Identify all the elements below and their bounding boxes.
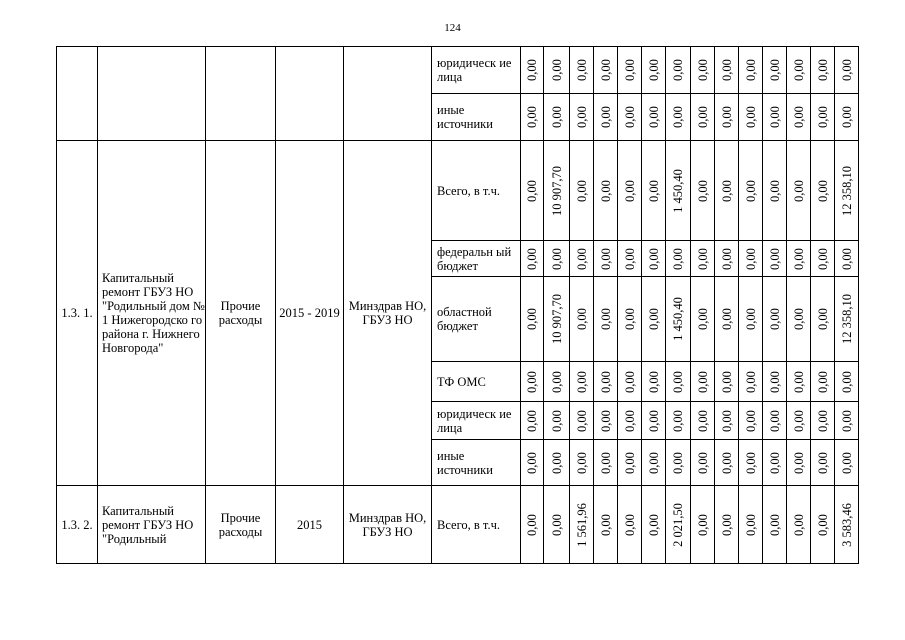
value-text: 12 358,10: [839, 165, 854, 216]
value-text: 0,00: [767, 308, 782, 330]
value-text: 0,00: [791, 179, 806, 202]
value-cell: [811, 141, 835, 241]
value-text: 0,00: [574, 106, 589, 128]
budget-table: [56, 46, 859, 564]
value-text: 0,00: [767, 179, 782, 202]
value-text: 0,00: [622, 370, 637, 393]
value-text: 0,00: [839, 59, 854, 81]
value-cell: [666, 362, 691, 402]
value-cell: [787, 241, 811, 277]
value-text: 0,00: [815, 370, 830, 393]
value-cell: [642, 402, 666, 440]
value-text: 0,00: [767, 513, 782, 536]
value-cell: [739, 440, 763, 486]
value-cell: [618, 486, 642, 564]
value-text: 0,00: [767, 106, 782, 128]
value-cell: [763, 47, 787, 94]
value-text: 0,00: [622, 59, 637, 81]
value-text: 0,00: [719, 247, 734, 270]
value-text: 0,00: [839, 451, 854, 474]
value-cell: [811, 241, 835, 277]
value-cell: [835, 94, 859, 141]
value-cell: [594, 94, 618, 141]
value-cell: [763, 94, 787, 141]
value-text: 0,00: [574, 308, 589, 330]
value-text: 0,00: [719, 308, 734, 330]
value-text: 12 358,10: [839, 294, 854, 344]
value-cell: [835, 440, 859, 486]
value-cell: [521, 402, 544, 440]
value-cell: [544, 94, 570, 141]
value-cell: [739, 241, 763, 277]
value-cell: [715, 486, 739, 564]
value-text: 0,00: [767, 59, 782, 81]
value-text: 0,00: [622, 308, 637, 330]
value-cell: [521, 47, 544, 94]
value-cell: [739, 141, 763, 241]
value-text: 0,00: [839, 106, 854, 128]
row-period: [276, 47, 344, 141]
value-text: 0,00: [767, 247, 782, 270]
value-text: 0,00: [695, 247, 710, 270]
value-cell: [544, 241, 570, 277]
value-text: 0,00: [815, 106, 830, 128]
value-text: 0,00: [671, 451, 685, 474]
value-cell: [618, 94, 642, 141]
value-text: 0,00: [646, 247, 661, 270]
value-cell: [618, 277, 642, 362]
value-text: 0,00: [695, 513, 710, 536]
value-text: 0,00: [549, 247, 564, 270]
value-text: 0,00: [574, 451, 589, 474]
value-cell: [594, 440, 618, 486]
value-cell: [739, 94, 763, 141]
value-text: 0,00: [574, 370, 589, 393]
value-text: 0,00: [574, 409, 589, 432]
value-cell: [739, 277, 763, 362]
value-cell: [835, 277, 859, 362]
value-text: 0,00: [815, 513, 830, 536]
value-cell: [811, 440, 835, 486]
value-text: 0,00: [719, 409, 734, 432]
table-row: [57, 486, 859, 564]
value-text: 0,00: [815, 179, 830, 202]
funding-source: ТФ ОМС: [432, 362, 521, 402]
row-name: Капитальный ремонт ГБУЗ НО "Родильный: [98, 486, 206, 564]
value-cell: [666, 402, 691, 440]
value-text: 0,00: [743, 247, 758, 270]
value-text: 0,00: [695, 409, 710, 432]
value-cell: [618, 47, 642, 94]
value-text: 0,00: [719, 106, 734, 128]
value-cell: [642, 277, 666, 362]
value-text: 0,00: [549, 106, 564, 128]
value-text: 0,00: [598, 308, 613, 330]
value-text: 0,00: [598, 370, 613, 393]
value-cell: [787, 486, 811, 564]
funding-source: Всего, в т.ч.: [432, 486, 521, 564]
row-number: 1.3. 1.: [57, 141, 98, 486]
value-text: 0,00: [791, 247, 806, 270]
value-text: 0,00: [695, 106, 710, 128]
value-text: 0,00: [719, 451, 734, 474]
value-text: 0,00: [671, 59, 685, 81]
value-cell: [715, 47, 739, 94]
value-cell: [570, 141, 594, 241]
value-text: 0,00: [791, 308, 806, 330]
value-cell: [787, 362, 811, 402]
value-cell: [666, 486, 691, 564]
row-period: 2015 - 2019: [276, 141, 344, 486]
value-text: 0,00: [622, 513, 637, 536]
value-cell: [835, 141, 859, 241]
value-cell: [642, 141, 666, 241]
value-text: 0,00: [719, 513, 734, 536]
value-cell: [570, 402, 594, 440]
value-text: 0,00: [791, 409, 806, 432]
value-text: 0,00: [525, 179, 539, 202]
value-text: 0,00: [525, 59, 539, 81]
value-cell: [594, 486, 618, 564]
value-cell: [835, 362, 859, 402]
value-cell: [642, 241, 666, 277]
value-text: 0,00: [743, 409, 758, 432]
value-text: 0,00: [598, 409, 613, 432]
value-cell: [763, 277, 787, 362]
value-cell: [763, 362, 787, 402]
value-cell: [544, 402, 570, 440]
value-cell: [787, 94, 811, 141]
value-text: 0,00: [815, 308, 830, 330]
value-cell: [618, 440, 642, 486]
value-cell: [570, 277, 594, 362]
table-row: [57, 47, 859, 94]
value-text: 0,00: [525, 247, 539, 270]
value-cell: [618, 141, 642, 241]
value-text: 0,00: [646, 106, 661, 128]
value-cell: [666, 141, 691, 241]
value-text: 0,00: [598, 106, 613, 128]
value-cell: [811, 362, 835, 402]
row-expense-type: Прочие расходы: [206, 141, 276, 486]
value-text: 0,00: [598, 451, 613, 474]
funding-source: иные источники: [432, 94, 521, 141]
value-text: 0,00: [839, 409, 854, 432]
value-cell: [594, 241, 618, 277]
value-text: 0,00: [719, 370, 734, 393]
value-cell: [715, 402, 739, 440]
value-text: 3 583,46: [839, 502, 854, 547]
value-cell: [642, 440, 666, 486]
value-text: 0,00: [549, 513, 564, 536]
value-cell: [594, 141, 618, 241]
value-text: 0,00: [743, 308, 758, 330]
value-cell: [787, 402, 811, 440]
value-text: 0,00: [671, 370, 685, 393]
value-text: 0,00: [743, 513, 758, 536]
value-cell: [691, 241, 715, 277]
value-text: 0,00: [695, 308, 710, 330]
value-cell: [544, 440, 570, 486]
funding-source: юридическ ие лица: [432, 47, 521, 94]
value-cell: [835, 47, 859, 94]
page-number: 124: [444, 22, 461, 34]
value-cell: [691, 141, 715, 241]
value-text: 0,00: [549, 370, 564, 393]
value-cell: [715, 440, 739, 486]
value-text: 0,00: [574, 179, 589, 202]
value-text: 0,00: [525, 370, 539, 393]
value-text: 0,00: [525, 308, 539, 330]
value-text: 0,00: [646, 370, 661, 393]
value-text: 10 907,70: [549, 165, 564, 216]
value-cell: [666, 277, 691, 362]
value-text: 0,00: [549, 451, 564, 474]
table-row: [57, 141, 859, 241]
value-cell: [691, 362, 715, 402]
value-text: 0,00: [719, 59, 734, 81]
value-text: 0,00: [525, 513, 539, 536]
value-cell: [763, 402, 787, 440]
value-cell: [763, 486, 787, 564]
funding-source: Всего, в т.ч.: [432, 141, 521, 241]
value-text: 0,00: [791, 106, 806, 128]
value-text: 0,00: [646, 409, 661, 432]
value-text: 0,00: [767, 451, 782, 474]
value-cell: [570, 241, 594, 277]
value-cell: [544, 486, 570, 564]
value-text: 0,00: [525, 451, 539, 474]
value-cell: [811, 402, 835, 440]
funding-source: юридическ ие лица: [432, 402, 521, 440]
value-cell: [811, 486, 835, 564]
value-text: 0,00: [815, 451, 830, 474]
value-cell: [594, 277, 618, 362]
value-cell: [521, 362, 544, 402]
value-text: 0,00: [791, 451, 806, 474]
value-cell: [594, 47, 618, 94]
value-cell: [715, 94, 739, 141]
value-cell: [570, 440, 594, 486]
value-text: 2 021,50: [671, 502, 685, 547]
value-cell: [691, 277, 715, 362]
value-cell: [521, 241, 544, 277]
value-cell: [715, 362, 739, 402]
value-cell: [521, 141, 544, 241]
value-text: 0,00: [622, 106, 637, 128]
value-cell: [811, 277, 835, 362]
value-cell: [715, 277, 739, 362]
value-cell: [787, 47, 811, 94]
value-cell: [594, 402, 618, 440]
value-text: 0,00: [695, 179, 710, 202]
value-text: 0,00: [622, 409, 637, 432]
value-text: 0,00: [646, 513, 661, 536]
value-cell: [642, 486, 666, 564]
value-cell: [763, 141, 787, 241]
value-cell: [594, 362, 618, 402]
value-cell: [835, 241, 859, 277]
value-cell: [642, 94, 666, 141]
value-text: 0,00: [839, 370, 854, 393]
value-cell: [521, 440, 544, 486]
value-text: 0,00: [671, 247, 685, 270]
value-cell: [715, 141, 739, 241]
value-cell: [666, 94, 691, 141]
value-text: 0,00: [646, 179, 661, 202]
value-cell: [811, 94, 835, 141]
funding-source: федеральн ый бюджет: [432, 241, 521, 277]
value-cell: [642, 47, 666, 94]
value-text: 1 450,40: [671, 168, 685, 213]
value-text: 0,00: [525, 106, 539, 128]
value-text: 0,00: [743, 451, 758, 474]
row-number: [57, 47, 98, 141]
row-executor: Минздрав НО, ГБУЗ НО: [344, 141, 432, 486]
value-cell: [763, 440, 787, 486]
value-text: 0,00: [549, 409, 564, 432]
value-text: 0,00: [646, 451, 661, 474]
value-text: 0,00: [815, 59, 830, 81]
value-cell: [835, 402, 859, 440]
value-text: 0,00: [598, 513, 613, 536]
value-cell: [521, 277, 544, 362]
value-text: 0,00: [598, 179, 613, 202]
value-cell: [544, 47, 570, 94]
value-text: 0,00: [622, 451, 637, 474]
row-expense-type: [206, 47, 276, 141]
value-text: 0,00: [525, 409, 539, 432]
value-text: 0,00: [622, 179, 637, 202]
value-text: 0,00: [671, 409, 685, 432]
value-text: 0,00: [671, 106, 685, 128]
value-cell: [691, 47, 715, 94]
value-cell: [544, 141, 570, 241]
value-cell: [570, 47, 594, 94]
value-text: 0,00: [839, 247, 854, 270]
value-cell: [521, 486, 544, 564]
value-cell: [570, 486, 594, 564]
value-text: 0,00: [646, 308, 661, 330]
value-text: 0,00: [791, 513, 806, 536]
value-cell: [763, 241, 787, 277]
value-text: 0,00: [791, 59, 806, 81]
row-name: Капитальный ремонт ГБУЗ НО "Родильный дом № 1 Нижегородско го района г. Нижнего Новгорода": [98, 141, 206, 486]
value-cell: [666, 440, 691, 486]
funding-source: иные источники: [432, 440, 521, 486]
value-cell: [691, 94, 715, 141]
value-cell: [666, 241, 691, 277]
value-text: 0,00: [574, 247, 589, 270]
value-text: 10 907,70: [549, 294, 564, 344]
value-cell: [739, 362, 763, 402]
value-text: 0,00: [767, 409, 782, 432]
value-text: 1 450,40: [671, 297, 685, 341]
value-text: 0,00: [815, 409, 830, 432]
value-text: 0,00: [598, 247, 613, 270]
value-text: 0,00: [743, 106, 758, 128]
value-text: 0,00: [695, 59, 710, 81]
value-text: 0,00: [767, 370, 782, 393]
value-cell: [739, 486, 763, 564]
value-cell: [521, 94, 544, 141]
value-text: 0,00: [622, 247, 637, 270]
value-text: 0,00: [791, 370, 806, 393]
value-cell: [787, 277, 811, 362]
value-text: 1 561,96: [574, 502, 589, 547]
value-cell: [618, 362, 642, 402]
value-cell: [811, 47, 835, 94]
value-cell: [618, 402, 642, 440]
value-cell: [739, 402, 763, 440]
value-cell: [570, 94, 594, 141]
funding-source: областной бюджет: [432, 277, 521, 362]
value-cell: [666, 47, 691, 94]
row-executor: [344, 47, 432, 141]
value-cell: [544, 362, 570, 402]
value-text: 0,00: [743, 179, 758, 202]
row-executor: Минздрав НО, ГБУЗ НО: [344, 486, 432, 564]
value-cell: [691, 486, 715, 564]
value-cell: [835, 486, 859, 564]
value-cell: [691, 440, 715, 486]
value-text: 0,00: [695, 451, 710, 474]
value-cell: [618, 241, 642, 277]
value-cell: [715, 241, 739, 277]
value-text: 0,00: [743, 370, 758, 393]
value-cell: [570, 362, 594, 402]
value-text: 0,00: [598, 59, 613, 81]
value-cell: [787, 141, 811, 241]
value-text: 0,00: [646, 59, 661, 81]
value-cell: [787, 440, 811, 486]
value-cell: [739, 47, 763, 94]
row-name: [98, 47, 206, 141]
value-text: 0,00: [574, 59, 589, 81]
value-text: 0,00: [743, 59, 758, 81]
value-text: 0,00: [695, 370, 710, 393]
row-period: 2015: [276, 486, 344, 564]
row-number: 1.3. 2.: [57, 486, 98, 564]
value-cell: [691, 402, 715, 440]
value-text: 0,00: [549, 59, 564, 81]
value-text: 0,00: [719, 179, 734, 202]
row-expense-type: Прочие расходы: [206, 486, 276, 564]
value-cell: [642, 362, 666, 402]
value-text: 0,00: [815, 247, 830, 270]
value-cell: [544, 277, 570, 362]
